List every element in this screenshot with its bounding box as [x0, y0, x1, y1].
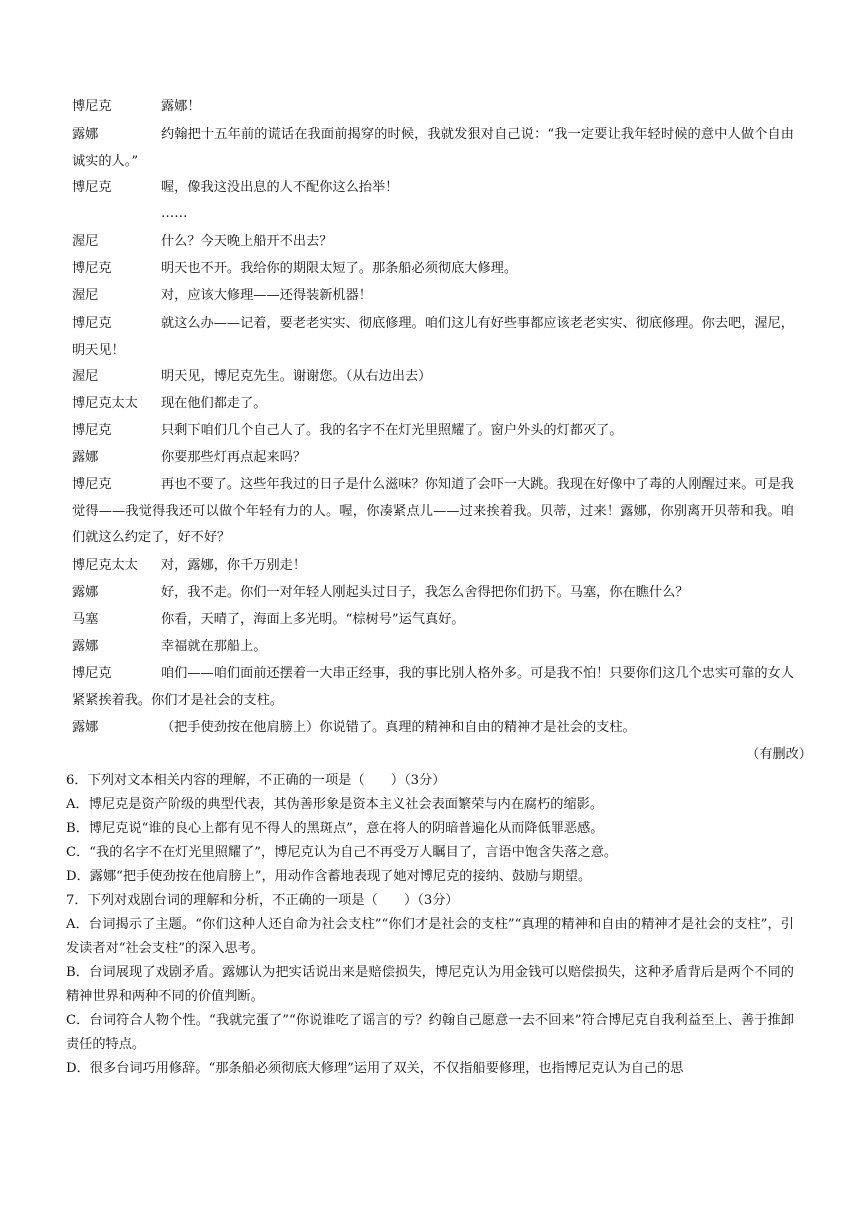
- dialogue-line: [72, 607, 794, 634]
- speaker: 博尼克: [72, 99, 112, 114]
- speaker: 博尼克: [72, 423, 112, 438]
- dialogue-line: [72, 229, 794, 256]
- speaker: 露娜: [72, 720, 99, 735]
- dialogue-line: [72, 364, 794, 391]
- dialogue-line: [72, 472, 794, 552]
- dialogue-line: [72, 256, 794, 283]
- dialogue-line: [72, 418, 794, 445]
- dialogue-line: [72, 445, 794, 472]
- dialogue-line: [72, 661, 794, 714]
- option-7c: C．台词符合人物个性。“我就完蛋了”“你说谁吃了谣言的亏？约翰自己愿意一去不回来”符合博尼克自我利益至上、善于推卸责任的特点。: [66, 1013, 794, 1052]
- line-text: 约翰把十五年前的谎话在我面前揭穿的时候，我就发狠对自己说：“我一定要让我年轻时候的意中人做个自由诚实的人。”: [72, 127, 794, 169]
- line-text: 明天也不开。我给你的期限太短了。那条船必须彻底大修理。: [161, 261, 518, 276]
- option-6b: B．博尼克说“谁的良心上都有见不得人的黑斑点”，意在将人的阴暗普遍化从而降低罪恶感。: [66, 821, 604, 836]
- speaker: 博尼克: [72, 666, 112, 681]
- line-text: 对，应该大修理——还得装新机器！: [161, 288, 372, 303]
- source-note: （有删改）: [746, 747, 812, 762]
- line-text: 喔，像我这没出息的人不配你这么抬举！: [161, 180, 399, 195]
- line-text: 对，露娜，你千万别走！: [161, 558, 307, 573]
- speaker: 露娜: [72, 585, 99, 600]
- line-text: 你看，天晴了，海面上多光明。“棕树号”运气真好。: [161, 612, 465, 627]
- line-text: 露娜！: [161, 99, 201, 114]
- dialogue-line: [72, 201, 794, 228]
- speaker: 露娜: [72, 450, 99, 465]
- dialogue-line: [72, 553, 794, 580]
- dialogue-line: [72, 122, 794, 175]
- dialogue-line: [72, 391, 794, 418]
- question-7: 7．下列对戏剧台词的理解和分析，不正确的一项是（ ）（3分）: [66, 893, 459, 908]
- question-6: 6．下列对文本相关内容的理解，不正确的一项是（ ）（3分）: [66, 773, 446, 788]
- option-6d: D．露娜“把手使劲按在他肩膀上”，用动作含蓄地表现了她对博尼克的接纳、鼓励与期望。: [66, 869, 592, 884]
- line-text: 现在他们都走了。: [161, 396, 267, 411]
- speaker: 露娜: [72, 639, 99, 654]
- speaker: 博尼克: [72, 180, 112, 195]
- speaker: 渥尼: [72, 288, 99, 303]
- dialogue-line: [72, 94, 794, 121]
- speaker: 露娜: [72, 127, 99, 142]
- speaker: 博尼克太太: [72, 558, 138, 573]
- dialogue-line: [72, 311, 794, 364]
- line-text: 明天见，博尼克先生。谢谢您。（从右边出去）: [161, 369, 432, 384]
- dialogue-line: [72, 715, 794, 742]
- line-text: 幸福就在那船上。: [161, 639, 267, 654]
- line-text: 只剩下咱们几个自己人了。我的名字不在灯光里照耀了。窗户外头的灯都灭了。: [161, 423, 623, 438]
- line-text: 好，我不走。你们一对年轻人刚起头过日子，我怎么舍得把你们扔下。马塞，你在瞧什么？: [161, 585, 689, 600]
- speaker: 渥尼: [72, 369, 99, 384]
- line-text: 什么？今天晚上船开不出去？: [161, 234, 333, 249]
- option-6a: A．博尼克是资产阶级的典型代表，其伪善形象是资本主义社会表面繁荣与内在腐朽的缩影。: [66, 797, 604, 812]
- speaker: 博尼克: [72, 477, 112, 492]
- option-7b: B．台词展现了戏剧矛盾。露娜认为把实话说出来是赔偿损失，博尼克认为用金钱可以赔偿损失，这种矛盾背后是两个不同的精神世界和两种不同的价值判断。: [66, 965, 794, 1004]
- option-7d: D．很多台词巧用修辞。“那条船必须彻底大修理”运用了双关，不仅指船要修理，也指博尼克认为自己的思: [66, 1061, 684, 1076]
- dialogue-line: [72, 175, 794, 202]
- speaker: 博尼克: [72, 316, 112, 331]
- line-text: （把手使劲按在他肩膀上）你说错了。真理的精神和自由的精神才是社会的支柱。: [161, 720, 636, 735]
- line-text: 就这么办——记着，要老老实实、彻底修理。咱们这儿有好些事都应该老老实实、彻底修理。你去吧，渥尼，明天见！: [72, 316, 794, 358]
- dialogue-line: [72, 634, 794, 661]
- line-text: 咱们——咱们面前还摆着一大串正经事，我的事比别人格外多。可是我不怕！只要你们这几个忠实可靠的女人紧紧挨着我。你们才是社会的支柱。: [72, 666, 794, 708]
- speaker: 渥尼: [72, 234, 99, 249]
- option-6c: C．“我的名字不在灯光里照耀了”，博尼克认为自己不再受万人瞩目了，言语中饱含失落之意。: [66, 845, 618, 860]
- option-7a: A．台词揭示了主题。“你们这种人还自命为社会支柱”“你们才是社会的支柱”“真理的精神和自由的精神才是社会的支柱”，引发读者对“社会支柱”的深入思考。: [66, 917, 794, 956]
- speaker: 马塞: [72, 612, 99, 627]
- speaker: 博尼克太太: [72, 396, 138, 411]
- ellipsis: ……: [161, 206, 188, 221]
- dialogue-line: [72, 283, 794, 310]
- line-text: 你要那些灯再点起来吗？: [161, 450, 307, 465]
- dialogue-line: [72, 580, 794, 607]
- speaker: 博尼克: [72, 261, 112, 276]
- line-text: 再也不要了。这些年我过的日子是什么滋味？你知道了会吓一大跳。我现在好像中了毒的人刚醒过来。可是我觉得——我觉得我还可以做个年轻有力的人。喔，你凑紧点儿——过来挨着我。贝蒂，过来！露娜，你别离开贝蒂和我。咱们就这么约定了，好不好？: [72, 477, 794, 545]
